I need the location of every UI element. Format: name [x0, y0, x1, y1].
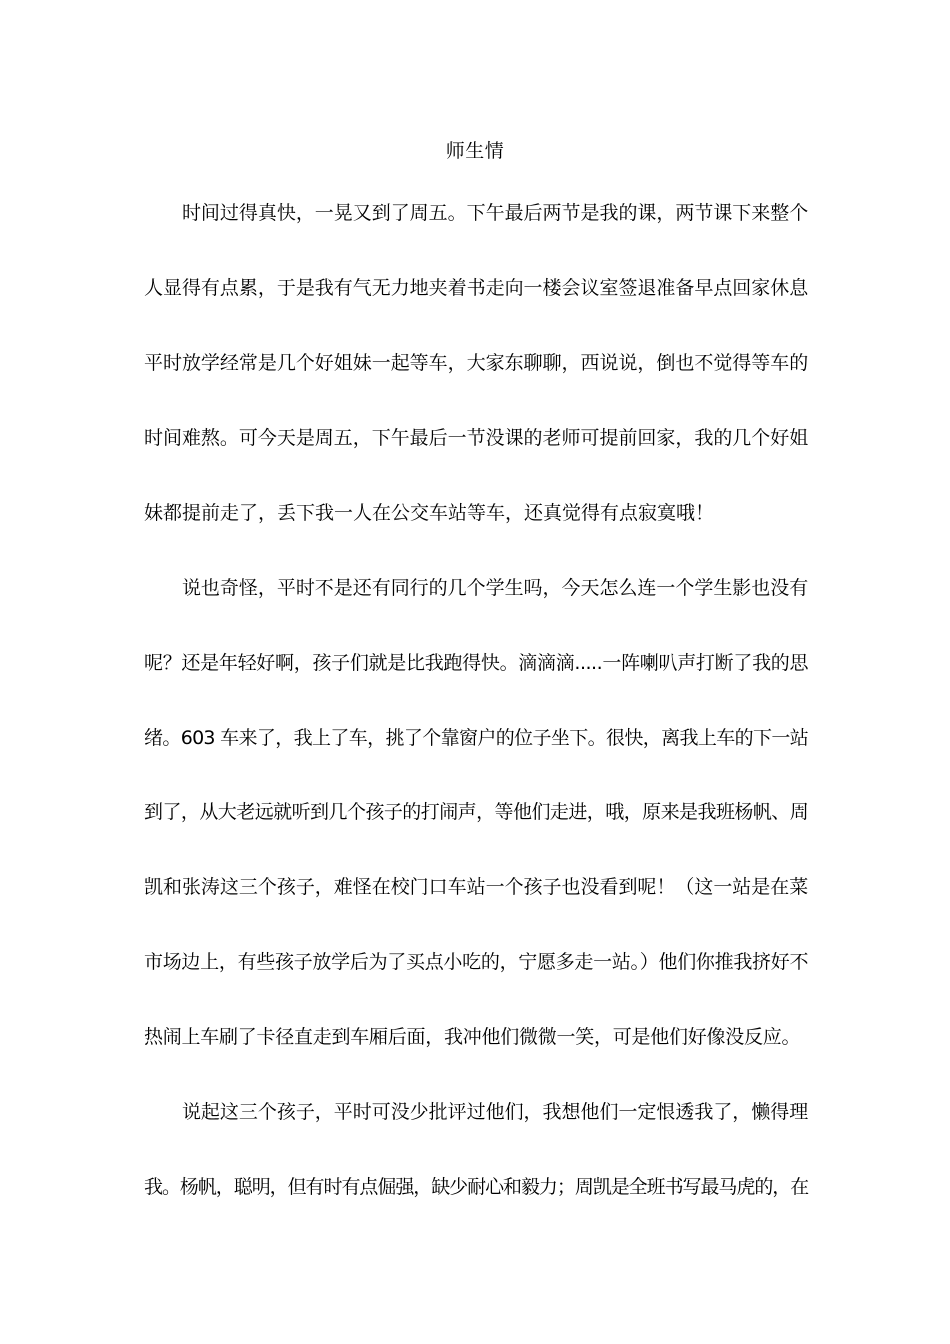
text-line: 市场边上，有些孩子放学后为了买点小吃的，宁愿多走一站。）他们你推我挤好不 — [144, 951, 808, 973]
text-line: 说也奇怪，平时不是还有同行的几个学生吗，今天怎么连一个学生影也没有 — [144, 577, 808, 599]
text-line: 我。杨帆，聪明，但有时有点倔强，缺少耐心和毅力；周凯是全班书写最马虎的，在 — [144, 1176, 808, 1198]
text-line: 绪。603 车来了，我上了车，挑了个靠窗户的位子坐下。很快，离我上车的下一站 — [144, 727, 808, 749]
text-line: 到了，从大老远就听到几个孩子的打闹声，等他们走进，哦，原来是我班杨帆、周 — [144, 801, 808, 823]
text-line: 说起这三个孩子，平时可没少批评过他们，我想他们一定恨透我了，懒得理 — [144, 1101, 808, 1123]
text-line: 妹都提前走了，丢下我一人在公交车站等车，还真觉得有点寂寞哦！ — [144, 502, 715, 524]
text-line: 呢？还是年轻好啊，孩子们就是比我跑得快。滴滴滴.....一阵喇叭声打断了我的思 — [144, 652, 808, 674]
document-title: 师生情 — [445, 140, 505, 162]
text-line: 时间过得真快，一晃又到了周五。下午最后两节是我的课，两节课下来整个 — [144, 202, 808, 224]
text-line: 人显得有点累，于是我有气无力地夹着书走向一楼会议室签退准备早点回家休息 — [144, 277, 808, 299]
text-line: 凯和张涛这三个孩子，难怪在校门口车站一个孩子也没看到呢！（这一站是在菜 — [144, 876, 808, 898]
text-line: 平时放学经常是几个好姐妹一起等车，大家东聊聊，西说说，倒也不觉得等车的 — [144, 352, 808, 374]
text-line: 时间难熬。可今天是周五，下午最后一节没课的老师可提前回家，我的几个好姐 — [144, 427, 808, 449]
text-line: 热闹上车刷了卡径直走到车厢后面，我冲他们微微一笑，可是他们好像没反应。 — [144, 1026, 801, 1048]
